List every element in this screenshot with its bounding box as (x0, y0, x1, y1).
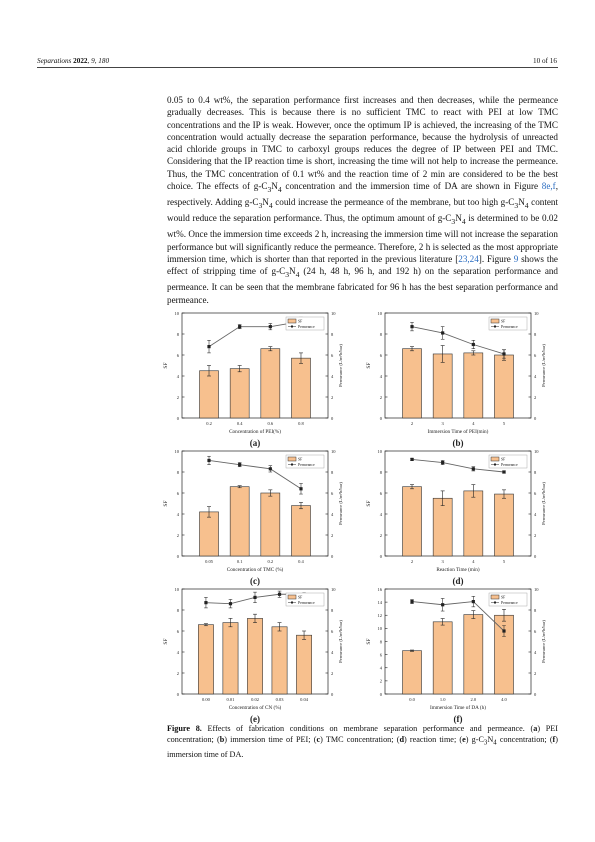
permeance-point (502, 352, 505, 355)
y2-tick-label: 10 (534, 448, 539, 454)
y-tick-label: 6 (379, 352, 382, 358)
permeance-point (207, 345, 210, 348)
panel-ref: c (316, 735, 321, 744)
y2-tick-label: 6 (331, 490, 334, 496)
y2-tick-label: 10 (534, 310, 539, 316)
chart-panel-a (163, 311, 343, 448)
permeance-point (278, 593, 281, 596)
subscript: 4 (493, 739, 497, 747)
x-tick-label: 0.00 (202, 697, 210, 702)
x-tick-label: 2.0 (470, 697, 477, 702)
x-tick-label: 2 (410, 559, 414, 564)
x-axis-label: Reaction Time (min) (436, 567, 480, 573)
y2-tick-label: 4 (534, 649, 537, 655)
text-run: ) PEI concentration; ( (167, 724, 559, 744)
text-run: is determined to be 0.02 wt%. Once the immersion time exceeds 2 h, increasing the immersion time will not increase the separation performance but will significantly reduce the permeance. Therefore, 2 h is selected as the most appropriate immersion time, which is shorter than that reported in the previous literature [ (167, 213, 558, 265)
permeance-point (299, 487, 302, 490)
text-run: , respectively. Adding g-C (167, 181, 558, 208)
sf-bar (291, 358, 310, 418)
y2-tick-label: 4 (534, 511, 537, 517)
legend-label-permeance: Permeance (298, 324, 315, 329)
y-axis-label: SF (366, 362, 372, 369)
figure-8-charts (160, 305, 560, 724)
y-tick-label: 0 (176, 415, 179, 421)
sf-bar (433, 622, 452, 694)
text-run: N (518, 197, 525, 208)
x-tick-label: 0.2 (206, 421, 212, 426)
y-tick-label: 10 (377, 310, 382, 316)
legend-marker-permeance (494, 464, 496, 466)
y2-tick-label: 4 (534, 373, 537, 379)
y2-tick-label: 8 (331, 331, 334, 337)
sf-bar (403, 349, 422, 418)
text-run: N (455, 213, 462, 224)
permeance-point (441, 461, 444, 464)
y-tick-label: 8 (176, 469, 179, 475)
x-tick-label: 5 (502, 421, 506, 426)
sf-bar (433, 498, 452, 556)
y2-tick-label: 6 (331, 628, 334, 634)
panel-label: (d) (452, 576, 464, 586)
permeance-point (269, 325, 272, 328)
permeance-point (410, 600, 413, 603)
journal-volume: , 9, 180 (87, 57, 110, 65)
y2-tick-label: 2 (331, 394, 334, 400)
figure-link[interactable]: 9 (513, 254, 519, 265)
y-tick-label: 6 (379, 652, 382, 658)
permeance-point (253, 596, 256, 599)
permeance-point (229, 602, 232, 605)
sf-bar (223, 623, 238, 694)
y-tick-label: 10 (377, 448, 382, 454)
body-paragraph (167, 94, 558, 306)
text-run: concentration; ( (496, 735, 553, 744)
legend-label-permeance: Permeance (501, 462, 518, 467)
y-tick-label: 10 (377, 626, 382, 632)
sf-bar (464, 615, 483, 694)
sf-bar (291, 506, 310, 556)
permeance-point (472, 343, 475, 346)
sf-bar (464, 491, 483, 556)
x-tick-label: 0.1 (236, 559, 243, 564)
chart-panel-e (163, 587, 343, 724)
x-tick-label: 1.0 (439, 697, 446, 702)
x-tick-label: 2 (410, 421, 414, 426)
y2-axis-label: Permeance (L/m²h/bar) (338, 482, 343, 525)
y2-axis-label: Permeance (L/m²h/bar) (541, 482, 546, 525)
panel-label: (e) (250, 714, 260, 724)
y-axis-label: SF (163, 638, 169, 645)
chart-panel-f (366, 587, 546, 724)
journal-year: 2022 (73, 57, 88, 65)
y2-tick-label: 0 (534, 553, 537, 559)
subscript: 3 (514, 201, 519, 211)
y-tick-label: 16 (377, 586, 382, 592)
permeance-point (472, 600, 475, 603)
x-tick-label: 0.6 (267, 421, 274, 426)
x-tick-label: 5 (502, 559, 506, 564)
legend-label-permeance: Permeance (501, 324, 518, 329)
legend-label-sf: SF (501, 457, 506, 462)
legend-label-sf: SF (298, 457, 303, 462)
permeance-point (238, 463, 241, 466)
x-tick-label: 0.02 (251, 697, 259, 702)
panel-ref: b (219, 735, 225, 744)
panel-label: (a) (249, 438, 261, 448)
sf-bar (272, 627, 287, 694)
y2-tick-label: 2 (331, 532, 334, 538)
y-tick-label: 8 (379, 639, 382, 645)
citation-link[interactable]: 23,24 (458, 254, 479, 265)
page-number: 10 of 16 (533, 57, 557, 65)
y-tick-label: 8 (176, 331, 179, 337)
legend-marker-permeance (291, 602, 293, 604)
legend-swatch-sf (288, 457, 296, 461)
y-axis-label: SF (366, 500, 372, 507)
legend-label-sf: SF (501, 319, 506, 324)
sf-bar (200, 512, 219, 556)
legend-swatch-sf (288, 595, 296, 599)
y-tick-label: 0 (379, 691, 382, 697)
y-tick-label: 4 (379, 511, 382, 517)
x-tick-label: 0.01 (226, 697, 235, 702)
sf-bar (247, 618, 262, 694)
y2-tick-label: 8 (534, 469, 537, 475)
legend-label-permeance: Permeance (501, 600, 518, 605)
sf-bar (261, 349, 280, 418)
y-tick-label: 6 (176, 628, 179, 634)
y-tick-label: 8 (176, 607, 179, 613)
y-tick-label: 8 (379, 331, 382, 337)
legend-label-sf: SF (298, 595, 303, 600)
y2-tick-label: 4 (331, 373, 334, 379)
sf-bar (296, 635, 311, 694)
y-tick-label: 10 (174, 310, 179, 316)
y2-tick-label: 0 (331, 553, 334, 559)
y-tick-label: 6 (379, 490, 382, 496)
y2-tick-label: 10 (331, 310, 336, 316)
sf-bar (403, 651, 422, 694)
y-axis-label: SF (163, 362, 169, 369)
legend-label-sf: SF (501, 595, 506, 600)
y2-tick-label: 2 (331, 670, 334, 676)
y-tick-label: 4 (176, 511, 179, 517)
y2-tick-label: 6 (534, 352, 537, 358)
legend-marker-permeance (494, 326, 496, 328)
sf-bar (230, 369, 249, 418)
text-run: ]. Figure (478, 254, 514, 265)
panel-label: (c) (250, 576, 260, 586)
y-tick-label: 6 (176, 352, 179, 358)
y2-tick-label: 0 (331, 691, 334, 697)
legend-swatch-sf (491, 457, 499, 461)
permeance-point (441, 331, 444, 334)
y2-tick-label: 8 (534, 331, 537, 337)
sf-bar (433, 354, 452, 418)
x-tick-label: 4 (472, 421, 475, 426)
caption-label: Figure 8. (167, 724, 202, 733)
y-tick-label: 4 (176, 649, 179, 655)
legend-label-sf: SF (298, 319, 303, 324)
y2-tick-label: 0 (331, 415, 334, 421)
legend-swatch-sf (491, 319, 499, 323)
x-axis-label: Concentration of TMC (%) (226, 567, 284, 573)
x-axis-label: Immersion Time of DA (h) (430, 705, 486, 711)
y2-tick-label: 0 (534, 415, 537, 421)
y2-tick-label: 4 (331, 649, 334, 655)
y-tick-label: 14 (377, 599, 382, 605)
x-tick-label: 0.04 (300, 697, 308, 702)
y-tick-label: 2 (176, 394, 179, 400)
y2-tick-label: 8 (331, 607, 334, 613)
permeance-point (269, 467, 272, 470)
x-tick-label: 0.03 (275, 697, 284, 702)
permeance-point (204, 601, 207, 604)
text-run: Effects of fabrication conditions on membrane separation performance and permeance. ( (201, 724, 534, 733)
legend-swatch-sf (491, 595, 499, 599)
figure-8 (160, 305, 560, 724)
header-rule (37, 67, 558, 68)
text-run: ) immersion time of PEI; ( (224, 735, 317, 744)
y-tick-label: 4 (379, 373, 382, 379)
legend-swatch-sf (288, 319, 296, 323)
x-tick-label: 0.05 (205, 559, 213, 564)
permeance-point (502, 470, 505, 473)
text-run: N (487, 735, 494, 744)
y-axis-label: SF (163, 500, 169, 507)
panel-label: (b) (452, 438, 464, 448)
sf-bar (494, 494, 513, 556)
subscript: 3 (285, 270, 290, 280)
y2-axis-label: Permeance (L/m²h/bar) (338, 620, 343, 663)
panel-ref: e (462, 735, 466, 744)
y2-tick-label: 2 (534, 670, 537, 676)
sf-bar (494, 355, 513, 418)
text-run: ) immersion time of DA. (167, 735, 559, 759)
text-run: ) g-C (465, 735, 484, 744)
y-tick-label: 2 (379, 532, 382, 538)
permeance-point (502, 629, 505, 632)
y2-tick-label: 6 (534, 490, 537, 496)
text-run: N (271, 181, 278, 192)
y-tick-label: 0 (379, 415, 382, 421)
text-run: 0.05 to 0.4 wt%, the separation performance first increases and then decreases, while the permeance gradually decreases. This is because there is no sufficient TMC to react with PEI at low TMC concentrations and the IP is weak. However, once the optimum IP is achieved, the increasing of the TMC concentration would actually decrease the separation performance, because the hydrolysis of unreacted acid chloride groups in TMC to carboxyl groups reduces the degree of IP between PEI and TMC. Considering that the IP reaction time is short, increasing the time will not help to increase the permeance. Thus, the TMC concentration of 0.1 wt% and the reaction time of 2 min are considered to be the best choice. The effects of g-C (167, 95, 558, 192)
text-run: ) TMC concentration; ( (320, 735, 400, 744)
legend-label-permeance: Permeance (298, 600, 315, 605)
subscript: 4 (461, 217, 466, 227)
y-tick-label: 2 (176, 532, 179, 538)
permeance-point (207, 459, 210, 462)
y-tick-label: 10 (174, 586, 179, 592)
y2-tick-label: 8 (534, 607, 537, 613)
text-run: shows the effect of stripping time of g-C (167, 254, 558, 277)
figure-caption (167, 723, 558, 760)
x-tick-label: 0.4 (236, 421, 243, 426)
y-tick-label: 2 (176, 670, 179, 676)
x-tick-label: 3 (441, 421, 444, 426)
sf-bar (230, 487, 249, 556)
permeance-point (410, 458, 413, 461)
panel-label: (f) (453, 714, 463, 724)
text-run: could increase the permeance of the membrane, but too high g-C (272, 197, 515, 208)
x-axis-label: Concentration of CN (%) (228, 705, 282, 711)
subscript: 4 (277, 184, 282, 194)
panel-ref: f (552, 735, 556, 744)
y2-tick-label: 10 (534, 586, 539, 592)
y2-tick-label: 0 (534, 691, 537, 697)
text-run: (24 h, 48 h, 96 h, and 192 h) on the separation performance and permeance. It can be seen that the membrane fabricated for 96 h has the best separation performance and permeance. (167, 266, 558, 305)
x-tick-label: 0.2 (267, 559, 274, 564)
subscript: 3 (483, 739, 488, 747)
y2-tick-label: 6 (534, 628, 537, 634)
legend-marker-permeance (291, 326, 293, 328)
y-tick-label: 8 (379, 469, 382, 475)
sf-bar (403, 487, 422, 556)
sf-bar (198, 625, 213, 694)
y-tick-label: 4 (379, 665, 382, 671)
x-tick-label: 4 (472, 559, 475, 564)
legend-label-permeance: Permeance (298, 462, 315, 467)
x-tick-label: 3 (441, 559, 444, 564)
x-tick-label: 0.0 (409, 697, 415, 702)
panel-ref: d (399, 735, 404, 744)
permeance-point (441, 603, 444, 606)
subscript: 4 (524, 201, 529, 211)
permeance-point (472, 467, 475, 470)
permeance-line (412, 327, 504, 354)
permeance-point (238, 325, 241, 328)
sf-bar (464, 353, 483, 418)
y2-tick-label: 10 (331, 586, 336, 592)
legend-marker-permeance (291, 464, 293, 466)
chart-panel-b (366, 311, 546, 448)
text-run: N (289, 266, 296, 277)
chart-panel-d (366, 449, 546, 586)
figure-link[interactable]: 8e,f (541, 181, 556, 192)
text-run: N (262, 197, 269, 208)
y2-tick-label: 6 (331, 352, 334, 358)
text-run: ) reaction time; ( (404, 735, 463, 744)
subscript: 4 (268, 201, 273, 211)
y2-axis-label: Permeance (L/m²h/bar) (338, 344, 343, 387)
x-tick-label: 0.8 (298, 421, 304, 426)
subscript: 4 (295, 270, 300, 280)
y2-axis-label: Permeance (L/m²h/bar) (541, 344, 546, 387)
chart-panel-c (163, 449, 343, 586)
y-axis-label: SF (366, 638, 372, 645)
y2-tick-label: 8 (331, 469, 334, 475)
y-tick-label: 4 (176, 373, 179, 379)
y-tick-label: 12 (377, 613, 382, 619)
y-tick-label: 2 (379, 678, 382, 684)
subscript: 3 (267, 184, 272, 194)
y-tick-label: 6 (176, 490, 179, 496)
subscript: 3 (258, 201, 263, 211)
y2-tick-label: 2 (534, 394, 537, 400)
sf-bar (200, 371, 219, 418)
y2-tick-label: 2 (534, 532, 537, 538)
y2-tick-label: 10 (331, 448, 336, 454)
sf-bar (261, 493, 280, 556)
y-tick-label: 10 (174, 448, 179, 454)
x-axis-label: Immersion Time of PEI(min) (427, 429, 489, 435)
subscript: 3 (451, 217, 456, 227)
x-axis-label: Concentration of PEI(%) (229, 429, 281, 435)
legend-marker-permeance (494, 602, 496, 604)
x-tick-label: 0.4 (298, 559, 304, 564)
y-tick-label: 0 (379, 553, 382, 559)
y2-tick-label: 4 (331, 511, 334, 517)
y-tick-label: 2 (379, 394, 382, 400)
y2-axis-label: Permeance (L/m²h/bar) (541, 620, 546, 663)
text-run: concentration and the immersion time of DA are shown in Figure (281, 181, 542, 192)
x-tick-label: 4.0 (501, 697, 507, 702)
journal-name: Separations (37, 57, 72, 65)
y-tick-label: 0 (176, 691, 179, 697)
y-tick-label: 0 (176, 553, 179, 559)
panel-ref: a (533, 724, 538, 733)
text-run: content would reduce the separation performance. Thus, the optimum amount of g-C (167, 197, 559, 224)
permeance-point (410, 325, 413, 328)
running-header (37, 57, 109, 65)
